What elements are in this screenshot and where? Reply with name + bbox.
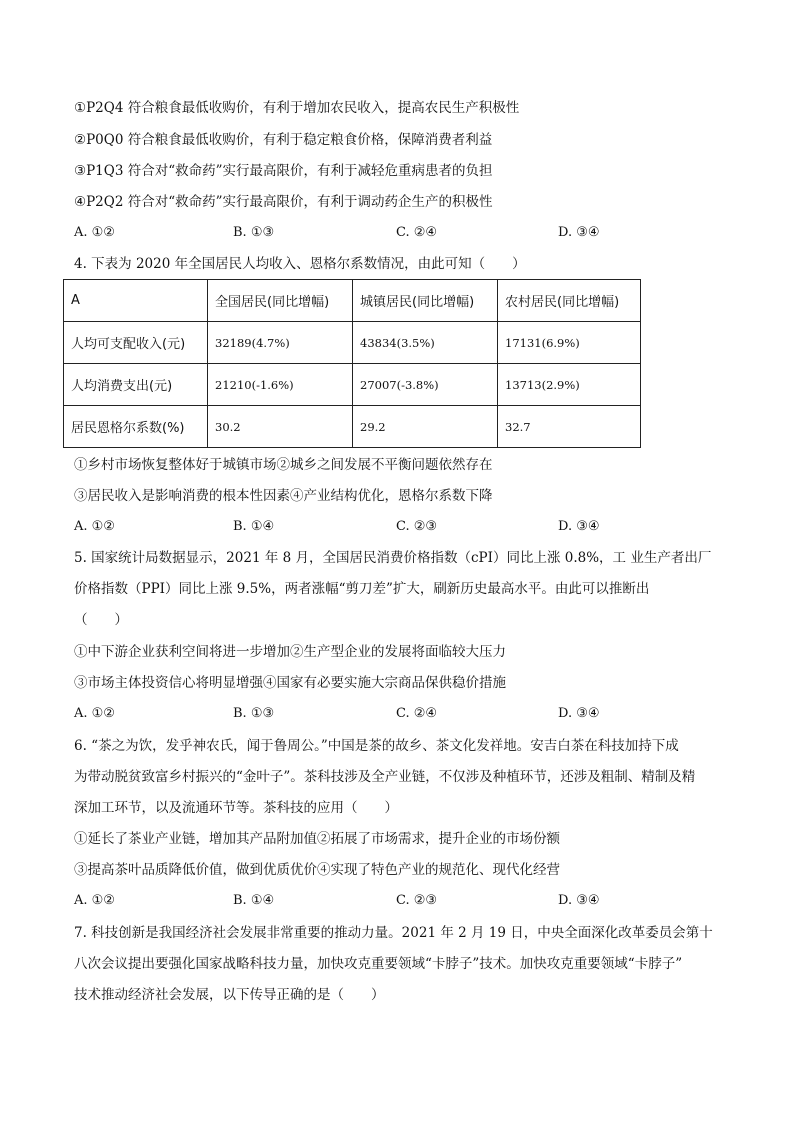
table-header-cell: 农村居民(同比增幅) xyxy=(498,280,641,322)
q3-option-d: D. ③④ xyxy=(558,225,600,240)
q4-statement-1: ①乡村市场恢复整体好于城镇市场②城乡之间发展不平衡问题依然存在 xyxy=(74,457,493,473)
q6-statement-1: ①延长了茶业产业链，增加其产品附加值②拓展了市场需求，提升企业的市场份额 xyxy=(74,831,560,847)
q6-option-b: B. ①④ xyxy=(233,893,275,908)
q4-option-a: A. ①② xyxy=(74,519,115,534)
table-cell: 30.2 xyxy=(208,406,353,448)
q6-stem-line-2: 为带动脱贫致富乡村振兴的“金叶子”。茶科技涉及全产业链，不仅涉及种植环节，还涉及粗制、精制及精 xyxy=(74,769,696,785)
q7-stem-line-1: 7. 科技创新是我国经济社会发展非常重要的推动力量。2021 年 2 月 19 日，中央全面深化改革委员会第十 xyxy=(74,925,713,941)
table-cell: 21210(-1.6%) xyxy=(208,364,353,406)
q4-option-b: B. ①④ xyxy=(233,519,275,534)
q5-statement-2: ③市场主体投资信心将明显增强④国家有必要实施大宗商品保供稳价措施 xyxy=(74,675,506,691)
table-header-row xyxy=(64,280,641,322)
q6-stem-line-1: 6. “茶之为饮，发乎神农氏，闻于鲁周公。”中国是茶的故乡、茶文化发祥地。安吉白茶在科技加持下成 xyxy=(74,738,679,754)
table-cell: 27007(-3.8%) xyxy=(353,364,498,406)
q5-stem-line-2: 价格指数（PPI）同比上涨 9.5%，两者涨幅“剪刀差”扩大，刷新历史最高水平。由此可以推断出 xyxy=(74,581,650,597)
table-cell: 29.2 xyxy=(353,406,498,448)
q4-stem: 4. 下表为 2020 年全国居民人均收入、恩格尔系数情况，由此可知（ ） xyxy=(74,256,526,272)
income-table xyxy=(63,279,641,448)
q6-option-d: D. ③④ xyxy=(558,893,600,908)
q5-stem-line-3: （ ） xyxy=(74,612,128,628)
q3-option-c: C. ②④ xyxy=(396,225,438,240)
table-row-label: 人均可支配收入(元) xyxy=(64,322,208,364)
q4-option-c: C. ②③ xyxy=(396,519,438,534)
table-cell: 32189(4.7%) xyxy=(208,322,353,364)
table-row xyxy=(64,364,641,406)
table-header-cell: 城镇居民(同比增幅) xyxy=(353,280,498,322)
q6-stem-line-3: 深加工环节，以及流通环节等。茶科技的应用（ ） xyxy=(74,800,398,816)
q6-option-c: C. ②③ xyxy=(396,893,438,908)
q5-option-b: B. ①③ xyxy=(233,706,275,721)
q3-statement-3: ③P1Q3 符合对“救命药”实行最高限价，有利于减轻危重病患者的负担 xyxy=(74,163,493,179)
q3-statement-4: ④P2Q2 符合对“救命药”实行最高限价，有利于调动药企生产的积极性 xyxy=(74,194,493,210)
q5-statement-1: ①中下游企业获利空间将进一步增加②生产型企业的发展将面临较大压力 xyxy=(74,644,506,660)
q5-option-a: A. ①② xyxy=(74,706,115,721)
q5-stem-line-1: 5. 国家统计局数据显示，2021 年 8 月，全国居民消费价格指数（cPI）同比上涨 0.8%，工 业生产者出厂 xyxy=(74,550,712,566)
q4-statement-2: ③居民收入是影响消费的根本性因素④产业结构优化，恩格尔系数下降 xyxy=(74,488,493,504)
q5-option-d: D. ③④ xyxy=(558,706,600,721)
table-cell: 17131(6.9%) xyxy=(498,322,641,364)
q4-option-d: D. ③④ xyxy=(558,519,600,534)
q3-statement-2: ②P0Q0 符合粮食最低收购价，有利于稳定粮食价格，保障消费者利益 xyxy=(74,132,493,148)
table-header-cell: 全国居民(同比增幅) xyxy=(208,280,353,322)
q7-stem-line-2: 八次会议提出要强化国家战略科技力量，加快攻克重要领域“卡脖子”技术。加快攻克重要领域“卡脖子” xyxy=(74,956,683,972)
table-row-label: 居民恩格尔系数(%) xyxy=(64,406,208,448)
table-cell: 32.7 xyxy=(498,406,641,448)
q6-option-a: A. ①② xyxy=(74,893,115,908)
table-cell: 13713(2.9%) xyxy=(498,364,641,406)
table-row-label: 人均消费支出(元) xyxy=(64,364,208,406)
q5-option-c: C. ②④ xyxy=(396,706,438,721)
q3-option-a: A. ①② xyxy=(74,225,115,240)
q3-option-b: B. ①③ xyxy=(233,225,275,240)
table-header-cell: A xyxy=(64,280,208,322)
table-row xyxy=(64,322,641,364)
table-cell: 43834(3.5%) xyxy=(353,322,498,364)
q3-statement-1: ①P2Q4 符合粮食最低收购价，有利于增加农民收入，提高农民生产积极性 xyxy=(74,100,520,116)
q6-statement-2: ③提高茶叶品质降低价值，做到优质优价④实现了特色产业的规范化、现代化经营 xyxy=(74,862,560,878)
q7-stem-line-3: 技术推动经济社会发展，以下传导正确的是（ ） xyxy=(74,987,385,1003)
table-row xyxy=(64,406,641,448)
